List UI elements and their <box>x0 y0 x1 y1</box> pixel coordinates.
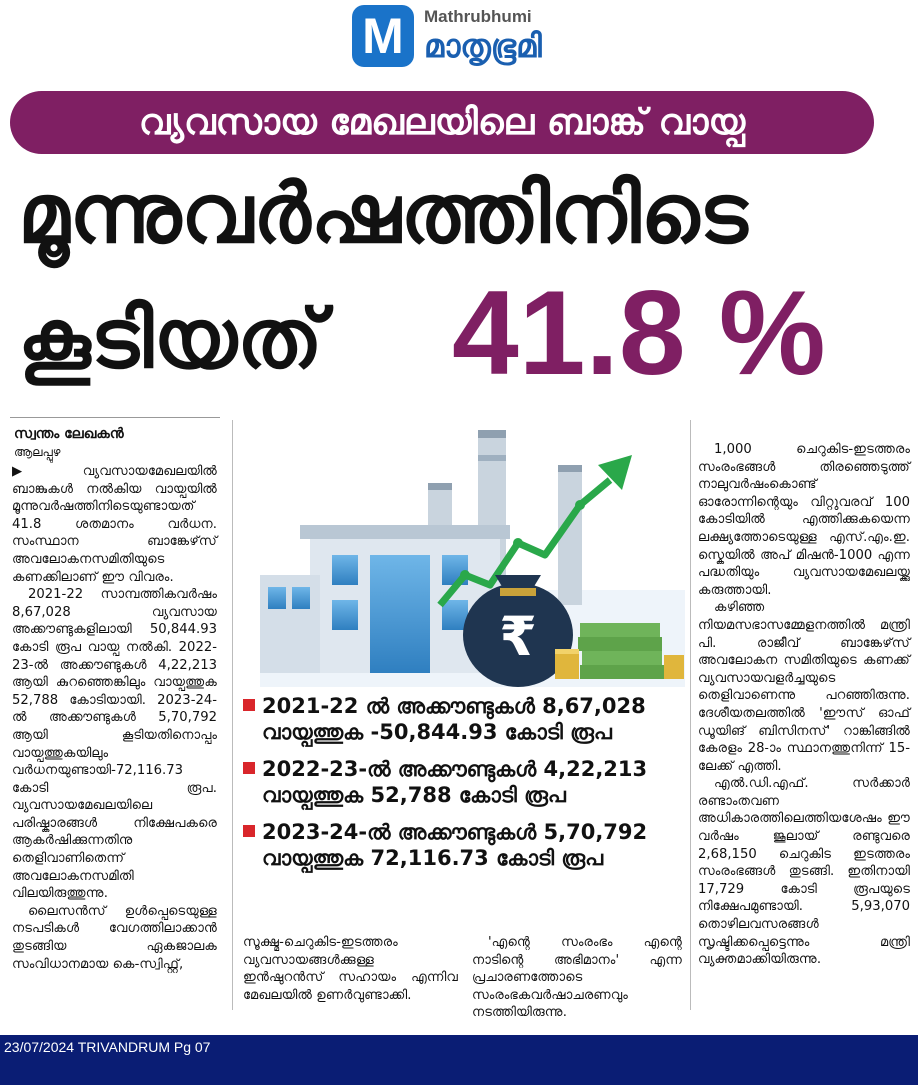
key-figure-item <box>243 693 683 745</box>
key-figure-item <box>243 756 683 808</box>
article-column-2 <box>243 934 458 1004</box>
article-column-3 <box>472 934 682 1022</box>
headline-line1: മൂന്നുവർഷത്തിനിടെ <box>18 167 748 262</box>
key-figure-amount: വായ്പത്തുക 72,116.73 കോടി രൂപ <box>262 846 604 870</box>
byline: സ്വന്തം ലേഖകൻ <box>14 426 124 442</box>
industry-growth-illustration <box>260 425 685 687</box>
paragraph: 2021-22 സാമ്പത്തികവർഷം 8,67,028 വ്യവസായ അക്കൗണ്ടുകളിലായി 50,844.93 കോടി രൂപ വായ്പ നൽകി. 2022-23-ൽ അക്കൗണ്ടുകൾ 4,22,213 ആയി കുറഞ്ഞെങ്കിലും വായ്പത്തുക 52,788 കോടിയായി. 2023-24-ൽ അക്കൗണ്ടുകൾ 5,70,792 ആയി കൂടിയതിനൊപ്പം വായ്പത്തുകയിലും വർധനയുണ്ടായി-72,116.73 കോടി രൂപ. വ്യവസായമേഖലയിലെ പരിഷ്കാരങ്ങൾ നിക്ഷേപകരെ ആകർഷിക്കുന്നതിനു തെളിവാണിതെന്ന് അവലോകനസമിതി വിലയിരുത്തുന്നു. <box>12 587 217 902</box>
paragraph: 'എന്റെ സംരംഭം എന്റെ നാടിന്റെ അഭിമാനം' എന്ന പ്രചാരണത്തോടെ സംരംഭകവർഷാചരണവും നടത്തിയിരുന്നു. <box>472 935 682 1021</box>
article-column-4 <box>698 441 910 969</box>
dateline: ആലപ്പുഴ <box>14 445 61 459</box>
paragraph: 1,000 ചെറുകിട-ഇടത്തരം സംരംഭങ്ങൾ തിരഞ്ഞെടുത്ത് നാലുവർഷംകൊണ്ട് ഓരോന്നിന്റെയും വിറ്റുവരവ് 100 കോടിയിൽ എത്തിക്കുകയെന്ന ലക്ഷ്യത്തോടെയുള്ള എസ്.എം.ഇ. സ്കെയിൽ അപ് മിഷൻ-1000 എന്ന പദ്ധതിയും വ്യവസായമേഖലയ്ക്കു കരുത്തായി. <box>698 442 910 598</box>
byline-rule <box>10 417 220 418</box>
logo-name-en: Mathrubhumi <box>424 7 532 26</box>
key-figure-item <box>243 819 683 871</box>
paragraph: ▶ വ്യവസായമേഖലയിൽ ബാങ്കുകൾ നൽകിയ വായ്പയിൽ മൂന്നുവർഷത്തിനിടെയുണ്ടായത് 41.8 ശതമാനം വർധന. സംസ്ഥാന ബാങ്കേഴ്‌സ് അവലോകനസമിതിയുടെ കണക്കിലാണ് ഈ വിവരം. <box>12 464 217 585</box>
rupee-symbol: ₹ <box>499 605 537 668</box>
bullet-square-icon <box>243 762 255 774</box>
key-figure-accounts: 2022-23-ൽ അക്കൗണ്ടുകൾ 4,22,213 <box>262 757 648 781</box>
key-figure-accounts: 2021-22 ൽ അക്കൗണ്ടുകൾ 8,67,028 <box>262 694 646 718</box>
paragraph: കഴിഞ്ഞ നിയമസഭാസമ്മേളനത്തിൽ മന്ത്രി പി. രാജീവ് ബാങ്കേഴ്‌സ് അവലോകന സമിതിയുടെ കണക്ക് വ്യവസായവളർച്ചയുടെ തെളിവാണെന്നു പറഞ്ഞിരുന്നു. ദേശീയതലത്തിൽ 'ഈസ് ഓഫ് ഡൂയിങ് ബിസിനസ്' റാങ്കിങ്ങിൽ കേരളം 28-ാം സ്ഥാനത്തുനിന്ന് 15-ലേക്ക് എത്തി. <box>698 600 910 774</box>
headline-figure: 41.8 % <box>452 266 826 400</box>
masthead-logo <box>352 5 542 67</box>
column-divider <box>232 420 233 1010</box>
key-figure-amount: വായ്പത്തുക 52,788 കോടി രൂപ <box>262 783 566 807</box>
kicker-banner: വ്യവസായ മേഖലയിലെ ബാങ്ക് വായ്പ <box>10 91 874 154</box>
cash-stack-icon <box>578 623 664 679</box>
factory-building-icon <box>260 575 320 673</box>
key-figure-accounts: 2023-24-ൽ അക്കൗണ്ടുകൾ 5,70,792 <box>262 820 648 844</box>
headline-line2: കൂടിയത് <box>18 292 323 387</box>
paragraph: എൽ.ഡി.എഫ്. സർക്കാർ രണ്ടാംതവണ അധികാരത്തിലെത്തിയശേഷം ഈ വർഷം ജൂലായ് രണ്ടുവരെ 2,68,150 ചെറുകിട ഇടത്തരം സംരംഭങ്ങൾ തുടങ്ങി. ഇതിനായി 17,729 കോടി രൂപയുടെ നിക്ഷേപമുണ്ടായി. 5,93,070 തൊഴിലവസരങ്ങൾ സൃഷ്ടിക്കപ്പെട്ടെന്നും മന്ത്രി വ്യക്തമാക്കിയിരുന്നു. <box>698 776 910 968</box>
logo-name-ml: മാതൃഭൂമി <box>424 27 542 65</box>
logo-mark: M <box>352 5 414 67</box>
key-figures-box <box>243 693 683 882</box>
bullet-square-icon <box>243 825 255 837</box>
bullet-square-icon <box>243 699 255 711</box>
paragraph: സൂക്ഷ്മ-ചെറുകിട-ഇടത്തരം വ്യവസായങ്ങൾക്കുള്ള ഇൻഷുറൻസ് സഹായം എന്നിവ മേഖലയിൽ ഉണർവുണ്ടാക്കി. <box>243 935 458 1003</box>
article-column-1 <box>12 463 217 973</box>
paragraph: ലൈസൻസ് ഉൾപ്പെടെയുള്ള നടപടികൾ വേഗത്തിലാക്കാൻ തുടങ്ങിയ ഏകജാലക സംവിധാനമായ കെ-സ്വിഫ്റ്റ്, <box>12 903 217 972</box>
logo-text <box>424 7 542 65</box>
column-divider <box>690 420 691 1010</box>
page-footer <box>0 1035 918 1085</box>
edition-info: 23/07/2024 TRIVANDRUM Pg 07 <box>4 1039 211 1055</box>
key-figure-amount: വായ്പത്തുക -50,844.93 കോടി രൂപ <box>262 720 612 744</box>
